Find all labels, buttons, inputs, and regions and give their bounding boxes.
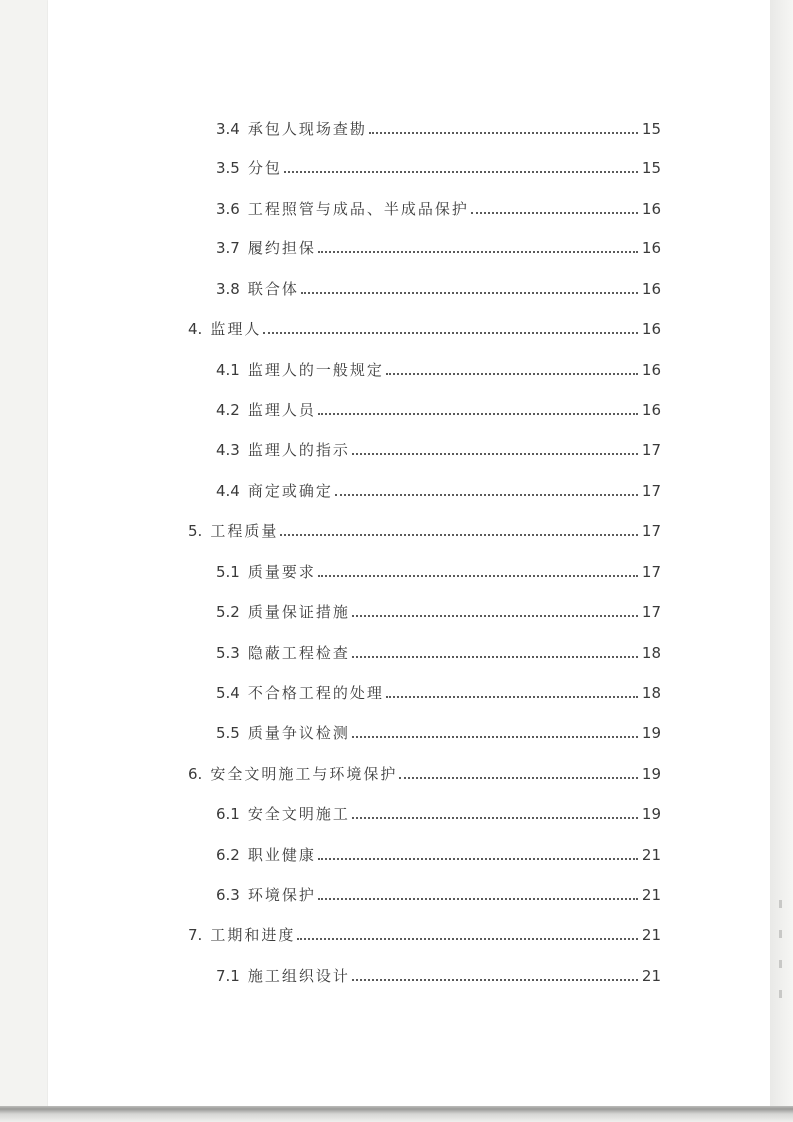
toc-entry-number: 5.1 [216,563,240,581]
toc-entry-number: 3.4 [216,120,240,138]
toc-entry-page: 18 [641,684,661,702]
scan-mark [779,990,782,998]
toc-entry-number: 4. [188,320,203,338]
toc-entry-page: 21 [641,926,661,944]
toc-entry-number: 6.2 [216,846,240,864]
toc-entry-title: 工程照管与成品、半成品保护 [247,200,469,218]
toc-entry-page: 17 [641,522,661,540]
toc-leader [352,979,638,981]
scan-artifacts [779,900,785,1030]
toc-leader [352,615,638,617]
toc-entry-title: 不合格工程的处理 [247,684,384,702]
toc-entry-number: 7. [188,926,203,944]
toc-entry-title: 商定或确定 [247,482,333,500]
toc-entry-page: 17 [641,563,661,581]
toc-entry-3-6 [216,194,661,218]
toc-entry-title: 工期和进度 [210,926,296,944]
toc-entry-number: 4.4 [216,482,240,500]
toc-entry-3-4 [216,114,661,138]
toc-entry-4-2 [216,395,661,419]
toc-entry-number: 4.2 [216,401,240,419]
toc-entry-7 [188,920,661,944]
toc-entry-title: 质量保证措施 [247,603,350,621]
toc-entry-number: 6.3 [216,886,240,904]
toc-entry-title: 环境保护 [247,886,316,904]
toc-entry-3-7 [216,233,661,257]
toc-entry-4-3 [216,435,661,459]
toc-entry-5-5 [216,718,661,742]
toc-entry-6-1 [216,799,661,823]
toc-entry-number: 7.1 [216,967,240,985]
toc-entry-page: 21 [641,886,661,904]
toc-entry-page: 17 [641,482,661,500]
toc-entry-title: 监理人员 [247,401,316,419]
toc-entry-5-4 [216,678,661,702]
toc-leader [399,777,638,779]
toc-leader [352,453,638,455]
scan-mark [779,960,782,968]
toc-entry-page: 16 [641,280,661,298]
toc-entry-number: 5.4 [216,684,240,702]
toc-leader [352,817,638,819]
toc-leader [352,736,638,738]
toc-entry-number: 5.5 [216,724,240,742]
scan-mark [779,930,782,938]
toc-leader [386,373,638,375]
toc-entry-title: 工程质量 [210,522,279,540]
toc-entry-title: 监理人的一般规定 [247,361,384,379]
toc-entry-number: 3.5 [216,159,240,177]
toc-entry-number: 4.3 [216,441,240,459]
toc-entry-page: 16 [641,320,661,338]
page-edge-bottom [0,1106,793,1122]
toc-entry-6-2 [216,840,661,864]
toc-entry-number: 5. [188,522,203,540]
toc-entry-page: 15 [641,159,661,177]
toc-leader [318,251,638,253]
toc-entry-title: 质量要求 [247,563,316,581]
toc-leader [386,696,638,698]
toc-leader [318,898,638,900]
toc-entry-page: 17 [641,603,661,621]
toc-entry-5-2 [216,597,661,621]
toc-entry-title: 隐蔽工程检查 [247,644,350,662]
toc-entry-3-5 [216,153,661,177]
toc-entry-title: 安全文明施工 [247,805,350,823]
toc-entry-number: 3.8 [216,280,240,298]
toc-entry-number: 3.7 [216,239,240,257]
toc-entry-number: 5.2 [216,603,240,621]
toc-entry-title: 分包 [247,159,282,177]
toc-entry-page: 17 [641,441,661,459]
toc-entry-title: 监理人的指示 [247,441,350,459]
toc-entry-5-1 [216,557,661,581]
toc-entry-7-1 [216,961,661,985]
toc-entry-page: 19 [641,724,661,742]
toc-entry-title: 职业健康 [247,846,316,864]
toc-entry-page: 18 [641,644,661,662]
scan-mark [779,900,782,908]
toc-entry-page: 21 [641,846,661,864]
toc-entry-number: 5.3 [216,644,240,662]
toc-leader [318,575,638,577]
toc-entry-number: 4.1 [216,361,240,379]
toc-entry-page: 19 [641,805,661,823]
toc-leader [335,494,638,496]
toc-entry-page: 16 [641,361,661,379]
toc-entry-page: 19 [641,765,661,783]
toc-entry-4 [188,314,661,338]
toc-entry-5-3 [216,638,661,662]
toc-entry-page: 21 [641,967,661,985]
toc-entry-title: 安全文明施工与环境保护 [210,765,398,783]
toc-entry-page: 16 [641,200,661,218]
toc-entry-title: 监理人 [210,320,262,338]
toc-entry-6-3 [216,880,661,904]
toc-entry-title: 履约担保 [247,239,316,257]
toc-entry-6 [188,759,661,783]
toc-leader [301,292,638,294]
toc-entry-page: 16 [641,401,661,419]
toc-entry-4-1 [216,355,661,379]
toc-leader [318,413,638,415]
toc-entry-title: 联合体 [247,280,299,298]
toc-entry-5 [188,516,661,540]
toc-leader [284,171,638,173]
toc-leader [352,656,638,658]
toc-leader [297,938,638,940]
toc-leader [369,132,638,134]
toc-leader [263,332,638,334]
toc-leader [280,534,638,536]
toc-entry-number: 6.1 [216,805,240,823]
toc-entry-title: 施工组织设计 [247,967,350,985]
toc-entry-title: 承包人现场查勘 [247,120,367,138]
toc-entry-3-8 [216,274,661,298]
toc-entry-4-4 [216,476,661,500]
toc-leader [471,212,638,214]
toc-entry-title: 质量争议检测 [247,724,350,742]
toc-entry-number: 3.6 [216,200,240,218]
toc-entry-page: 16 [641,239,661,257]
toc-entry-page: 15 [641,120,661,138]
toc-entry-number: 6. [188,765,203,783]
toc-leader [318,858,638,860]
